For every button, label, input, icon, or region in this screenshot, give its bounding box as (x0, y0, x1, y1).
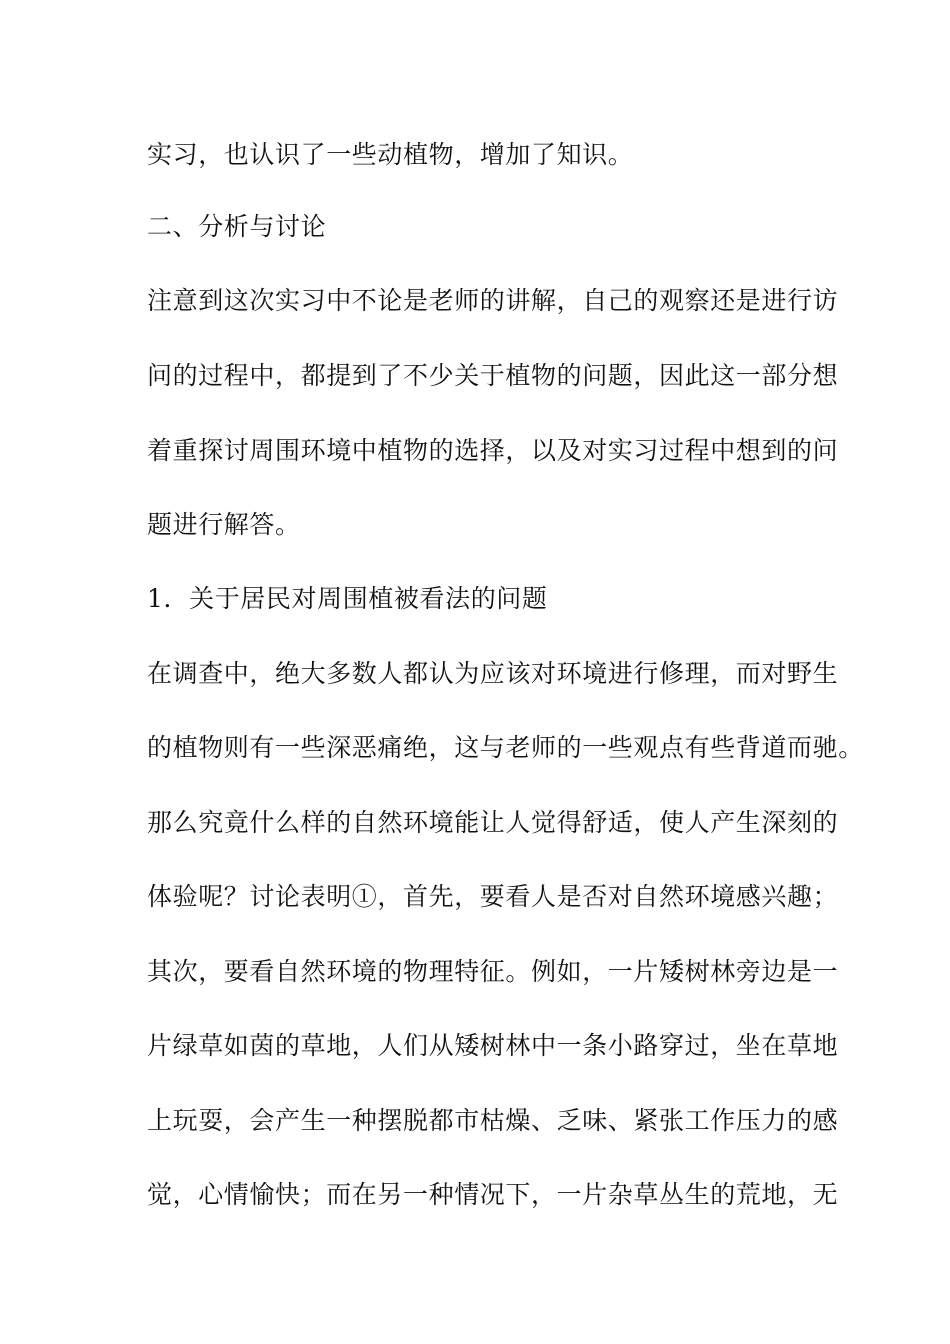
text-line: 那么究竟什么样的自然环境能让人觉得舒适，使人产生深刻的 (147, 808, 839, 837)
subsection-heading: 1．关于居民对周围植被看法的问题 (147, 584, 548, 613)
text-line: 实习，也认识了一些动植物，增加了知识。 (147, 140, 634, 169)
text-line: 题进行解答。 (147, 510, 301, 539)
text-line: 其次，要看自然环境的物理特征。例如，一片矮树林旁边是一 (147, 957, 839, 986)
text-line: 在调查中，绝大多数人都认为应该对环境进行修理，而对野生 (147, 659, 839, 688)
text-line: 着重探讨周围环境中植物的选择，以及对实习过程中想到的问 (147, 436, 839, 465)
text-line: 问的过程中，都提到了不少关于植物的问题，因此这一部分想 (147, 361, 839, 390)
text-line: 注意到这次实习中不论是老师的讲解，自己的观察还是进行访 (147, 286, 839, 315)
text-line: 觉，心情愉快；而在另一种情况下，一片杂草丛生的荒地，无 (147, 1180, 839, 1209)
text-line: 的植物则有一些深恶痛绝，这与老师的一些观点有些背道而驰。 (147, 733, 864, 762)
section-heading: 二、分析与讨论 (147, 212, 327, 241)
text-line: 上玩耍，会产生一种摆脱都市枯燥、乏味、紧张工作压力的感 (147, 1106, 839, 1135)
text-line: 体验呢？讨论表明①，首先，要看人是否对自然环境感兴趣； (147, 882, 839, 911)
text-line: 片绿草如茵的草地，人们从矮树林中一条小路穿过，坐在草地 (147, 1031, 839, 1060)
